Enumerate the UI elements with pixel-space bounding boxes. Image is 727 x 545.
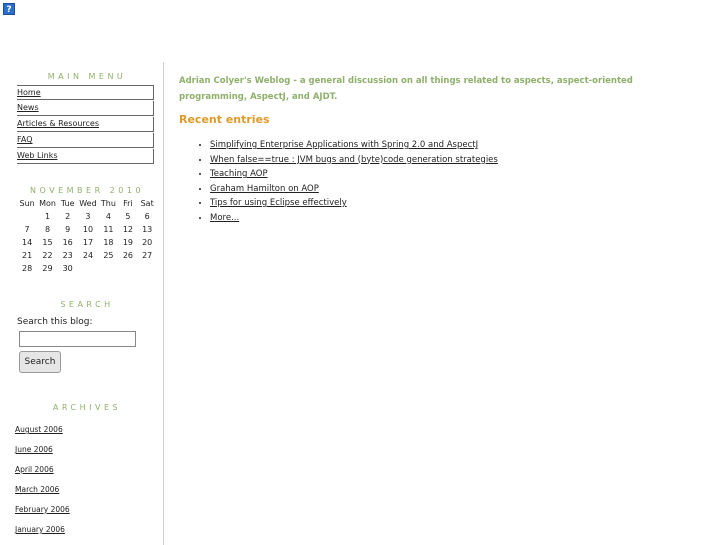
weekday: Sun	[19, 199, 35, 208]
calendar-day: 2	[65, 212, 71, 221]
calendar-day: 26	[122, 251, 133, 260]
calendar-week-row	[17, 210, 157, 223]
sidebar	[15, 72, 157, 534]
archive-link[interactable]: March 2006	[15, 485, 60, 494]
calendar-day: 12	[122, 225, 133, 234]
calendar-day: 24	[82, 251, 94, 260]
calendar-week-row	[17, 223, 157, 236]
list-item	[210, 196, 699, 211]
calendar-day: 6	[144, 212, 150, 221]
calendar-day: 27	[142, 251, 153, 260]
list-item	[210, 182, 699, 197]
list-item	[15, 445, 157, 465]
broken-image-icon: ?	[3, 3, 15, 15]
calendar-day: 8	[44, 225, 51, 234]
calendar-day: 23	[62, 251, 73, 260]
list-item	[210, 167, 699, 182]
calendar-day: 13	[142, 225, 153, 234]
main-menu	[17, 85, 157, 164]
calendar-heading: NOVEMBER 2010	[29, 186, 145, 195]
archives-section	[15, 403, 157, 545]
archives-heading: ARCHIVES	[52, 403, 122, 412]
calendar-day: 5	[125, 212, 131, 221]
archive-link[interactable]: April 2006	[15, 465, 54, 474]
weekday: Wed	[79, 199, 97, 208]
calendar-day: 18	[103, 238, 114, 247]
list-item	[15, 505, 157, 525]
calendar-day: 25	[103, 251, 114, 260]
archives-list	[15, 425, 157, 545]
calendar-day: 30	[62, 264, 73, 273]
calendar-day: 11	[103, 225, 114, 234]
search-input[interactable]	[19, 331, 136, 347]
weekday: Tue	[60, 199, 75, 208]
calendar-day: 16	[62, 238, 73, 247]
search-heading: SEARCH	[60, 300, 114, 309]
weekday: Thu	[100, 199, 116, 208]
calendar-week-row	[17, 249, 157, 262]
archive-link[interactable]: June 2006	[15, 445, 53, 454]
calendar-week-row	[17, 262, 157, 275]
archive-link[interactable]: January 2006	[15, 525, 65, 534]
list-item	[210, 153, 699, 168]
entry-link[interactable]: Tips for using Eclipse effectively	[210, 198, 347, 208]
archive-link[interactable]: February 2006	[15, 505, 70, 514]
entry-link[interactable]: Teaching AOP	[210, 169, 268, 179]
recent-entries-list	[179, 138, 699, 225]
calendar-day	[17, 210, 37, 223]
calendar-day: 4	[105, 212, 111, 221]
calendar-table	[17, 197, 157, 275]
calendar-day: 1	[44, 212, 51, 221]
calendar-week-row	[17, 236, 157, 249]
menu-item-web-links[interactable]: Web Links	[17, 149, 154, 164]
calendar-day: 9	[65, 225, 71, 234]
calendar-day: 29	[42, 264, 53, 273]
entry-link[interactable]: Graham Hamilton on AOP	[210, 183, 319, 194]
calendar-day: 20	[142, 238, 153, 247]
list-item	[15, 485, 157, 505]
weekday: Mon	[39, 199, 56, 208]
menu-item-news[interactable]: News	[17, 101, 154, 116]
calendar-weekday-row	[17, 197, 157, 210]
calendar-day: 28	[22, 264, 33, 273]
calendar-day: 17	[82, 238, 94, 247]
list-item	[15, 525, 157, 545]
main-content	[179, 73, 699, 225]
blog-description: Adrian Colyer's Weblog - a general discussion on all things related to aspects, aspect-oriented programming, AspectJ, and AJDT.	[179, 76, 633, 102]
menu-item-faq[interactable]: FAQ	[17, 133, 154, 148]
entry-link[interactable]: Simplifying Enterprise Applications with Spring 2.0 and AspectJ	[210, 140, 479, 150]
calendar-day: 21	[22, 251, 33, 260]
list-item	[210, 138, 699, 153]
calendar-day: 14	[22, 238, 33, 247]
calendar	[17, 186, 157, 275]
menu-item-home[interactable]: Home	[17, 85, 154, 100]
calendar-day: 22	[42, 251, 53, 260]
calendar-day: 7	[24, 225, 30, 234]
calendar-day	[78, 262, 99, 275]
calendar-day	[98, 262, 118, 275]
menu-item-articles-resources[interactable]: Articles & Resources	[17, 117, 154, 132]
calendar-day: 10	[82, 225, 94, 234]
list-item	[15, 465, 157, 485]
main-menu-heading: MAIN MENU	[47, 72, 127, 81]
calendar-day: 15	[42, 238, 53, 247]
calendar-day	[137, 262, 157, 275]
weekday: Sat	[140, 199, 154, 208]
calendar-day	[118, 262, 137, 275]
weekday: Fri	[123, 199, 133, 208]
recent-entries-heading: Recent entries	[179, 113, 270, 126]
more-link[interactable]: More...	[210, 212, 240, 223]
list-item	[210, 211, 699, 226]
search-label: Search this blog:	[17, 317, 93, 327]
list-item	[15, 425, 157, 445]
calendar-day: 19	[122, 238, 133, 247]
sidebar-divider	[163, 62, 164, 545]
calendar-day: 3	[85, 212, 91, 221]
entry-link[interactable]: When false==true : JVM bugs and (byte)code generation strategies	[210, 154, 498, 165]
search-button[interactable]: Search	[19, 351, 61, 373]
search-section	[17, 300, 157, 373]
archive-link[interactable]: August 2006	[15, 425, 63, 434]
